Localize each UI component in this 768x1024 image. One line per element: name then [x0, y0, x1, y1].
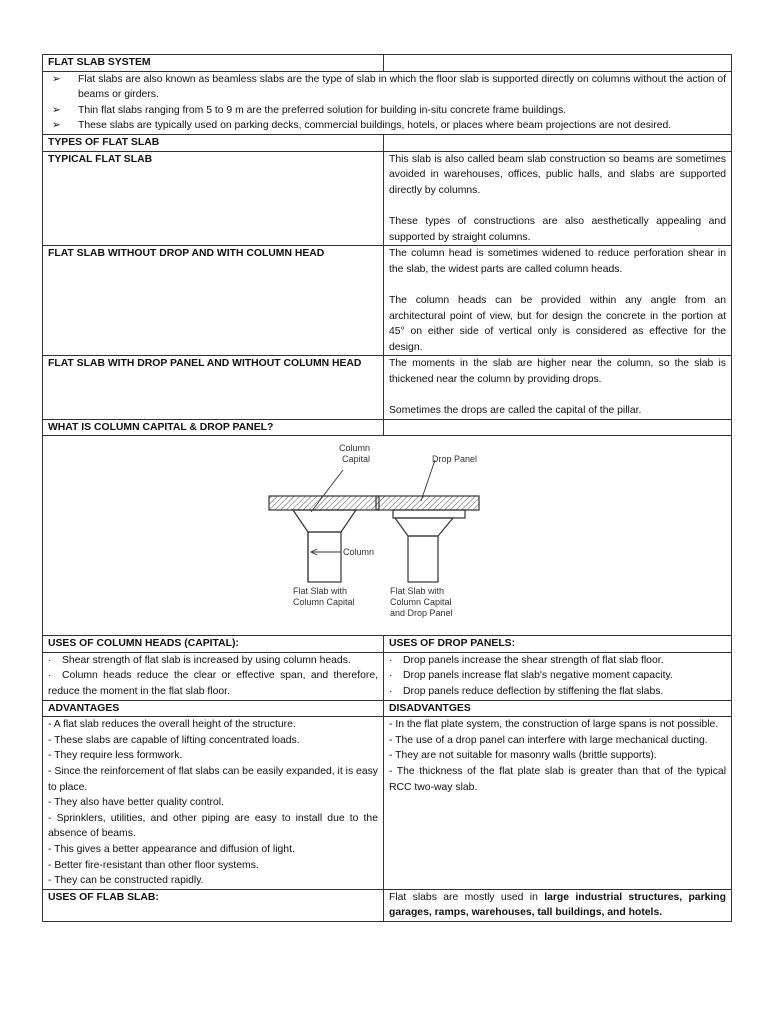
- column-capital-label: Capital: [342, 454, 371, 465]
- arrow-bullet-icon: ➢: [52, 104, 61, 116]
- intro-list: [48, 72, 726, 134]
- types-heading: TYPES OF FLAT SLAB: [43, 134, 384, 151]
- advantages-cell: [43, 717, 384, 890]
- list-item: · Column heads reduce the clear or effective span, and therefore, reduce the moment in the flat slab floor.: [48, 670, 378, 698]
- column-capital-drop-panel-diagram: [43, 436, 722, 635]
- uses-row: [43, 652, 732, 700]
- disadvantages-cell: [384, 717, 732, 890]
- dot-bullet-icon: ·: [48, 654, 52, 666]
- pros-cons-row: [43, 717, 732, 890]
- flat-slab-table: [42, 54, 732, 922]
- caption-right: Column Capital: [390, 597, 452, 608]
- uses-drops-heading: USES OF DROP PANELS:: [384, 636, 732, 653]
- uses-flat-slab-cell: Flat slabs are mostly used in large industrial structures, parking garages, ramps, warehouses, tall buildings, and hotels.: [384, 889, 732, 921]
- uses-heading-row: [43, 636, 732, 653]
- document-title: FLAT SLAB SYSTEM: [43, 55, 384, 72]
- figure-row: [43, 436, 732, 636]
- list-item: · Drop panels increase the shear strength of flat slab floor.: [389, 653, 726, 669]
- column-capital-label: Column: [339, 443, 371, 454]
- title-row: [43, 55, 732, 72]
- list-item: - A flat slab reduces the overall height of the structure.: [48, 719, 296, 731]
- types-heading-row: [43, 134, 732, 151]
- caption-right: Flat Slab with: [390, 586, 445, 597]
- list-item: · Shear strength of flat slab is increased by using column heads.: [48, 653, 378, 669]
- type-name: FLAT SLAB WITHOUT DROP AND WITH COLUMN HEAD: [43, 246, 384, 356]
- list-item: - They are not suitable for masonry walls (brittle supports).: [389, 750, 657, 762]
- intro-cell: [43, 71, 732, 134]
- dot-bullet-icon: ·: [389, 654, 393, 666]
- uses-flat-slab-heading: USES OF FLAB SLAB:: [43, 889, 384, 921]
- list-item: - They also have better quality control.: [48, 797, 224, 809]
- type-description: The column head is sometimes widened to reduce perforation shear in the slab, the widest parts are called column heads. The column heads can be provided within any angle from an architectural point of view, but for design the concrete in the portion at 45° on either side of vertical only is considered as effective for the design.: [384, 246, 732, 356]
- figure-cell: [43, 436, 732, 636]
- list-item: - The thickness of the flat plate slab is greater than that of the typical RCC two-way slab.: [389, 766, 726, 793]
- pros-cons-heading-row: [43, 700, 732, 717]
- caption-left: Flat Slab with: [293, 586, 348, 597]
- empty-cell: [384, 419, 732, 436]
- type-name: FLAT SLAB WITH DROP PANEL AND WITHOUT COLUMN HEAD: [43, 356, 384, 419]
- uses-heads-heading: USES OF COLUMN HEADS (CAPITAL):: [43, 636, 384, 653]
- type-name: TYPICAL FLAT SLAB: [43, 151, 384, 246]
- figure-heading-row: [43, 419, 732, 436]
- arrow-bullet-icon: ➢: [52, 73, 61, 85]
- flat-slab-with-capital-drawing: [269, 496, 379, 582]
- figure-heading: WHAT IS COLUMN CAPITAL & DROP PANEL?: [43, 419, 384, 436]
- flat-slab-with-drop-panel-drawing: [376, 496, 479, 582]
- uses-heads-cell: [43, 652, 384, 700]
- intro-bullet: ➢ Flat slabs are also known as beamless slabs are the type of slab in which the floor slab is supported directly on columns without the action of beams or girders.: [52, 73, 726, 101]
- type-description: The moments in the slab are higher near the column, so the slab is thickened near the column by providing drops. Sometimes the drops are called the capital of the pillar.: [384, 356, 732, 419]
- list-item: · Drop panels reduce deflection by stiffening the flat slabs.: [389, 684, 726, 700]
- intro-row: [43, 71, 732, 134]
- type-row: [43, 246, 732, 356]
- disadvantages-heading: DISADVANTGES: [384, 700, 732, 717]
- list-item: - The use of a drop panel can interfere with large mechanical ducting.: [389, 734, 708, 746]
- list-item: - Since the reinforcement of flat slabs can be easily expanded, it is easy to place.: [48, 766, 378, 793]
- list-item: - They can be constructed rapidly.: [48, 875, 204, 887]
- list-item: - Sprinklers, utilities, and other piping are easy to install due to the absence of beams.: [48, 812, 378, 840]
- type-row: [43, 356, 732, 419]
- type-row: [43, 151, 732, 246]
- caption-right: and Drop Panel: [390, 608, 453, 619]
- arrow-bullet-icon: ➢: [52, 120, 61, 132]
- dot-bullet-icon: ·: [389, 686, 393, 698]
- uses-drops-cell: [384, 652, 732, 700]
- intro-bullet: ➢ Thin flat slabs ranging from 5 to 9 m are the preferred solution for building in-situ concrete frame buildings.: [48, 103, 726, 119]
- uses-flat-slab-emphasis: large industrial structures, parking garages, ramps, warehouses, tall buildings, and hotels.: [389, 891, 726, 919]
- type-description: This slab is also called beam slab construction so beams are sometimes avoided in warehouses, offices, public halls, and slabs are supported directly by columns. These types of constructions are also aesthetically appealing and supported by straight columns.: [384, 151, 732, 246]
- list-item: - They require less formwork.: [48, 750, 183, 762]
- drop-panel-label: Drop Panel: [432, 454, 478, 465]
- dot-bullet-icon: ·: [48, 670, 52, 682]
- empty-cell: [384, 55, 732, 72]
- list-item: - Better fire-resistant than other floor systems.: [48, 859, 259, 871]
- drop-panel-leader-line: [421, 460, 435, 501]
- list-item: - These slabs are capable of lifting concentrated loads.: [48, 734, 300, 746]
- uses-flat-slab-row: [43, 889, 732, 921]
- empty-cell: [384, 134, 732, 151]
- list-item: · Drop panels increase flat slab's negative moment capacity.: [389, 668, 726, 684]
- dot-bullet-icon: ·: [389, 670, 393, 682]
- list-item: - In the flat plate system, the construction of large spans is not possible.: [389, 719, 719, 731]
- caption-left: Column Capital: [293, 597, 355, 608]
- advantages-heading: ADVANTAGES: [43, 700, 384, 717]
- column-label: Column: [343, 547, 375, 558]
- intro-bullet: ➢ These slabs are typically used on parking decks, commercial buildings, hotels, or places where beam projections are not desired.: [48, 118, 726, 134]
- list-item: - This gives a better appearance and diffusion of light.: [48, 843, 295, 855]
